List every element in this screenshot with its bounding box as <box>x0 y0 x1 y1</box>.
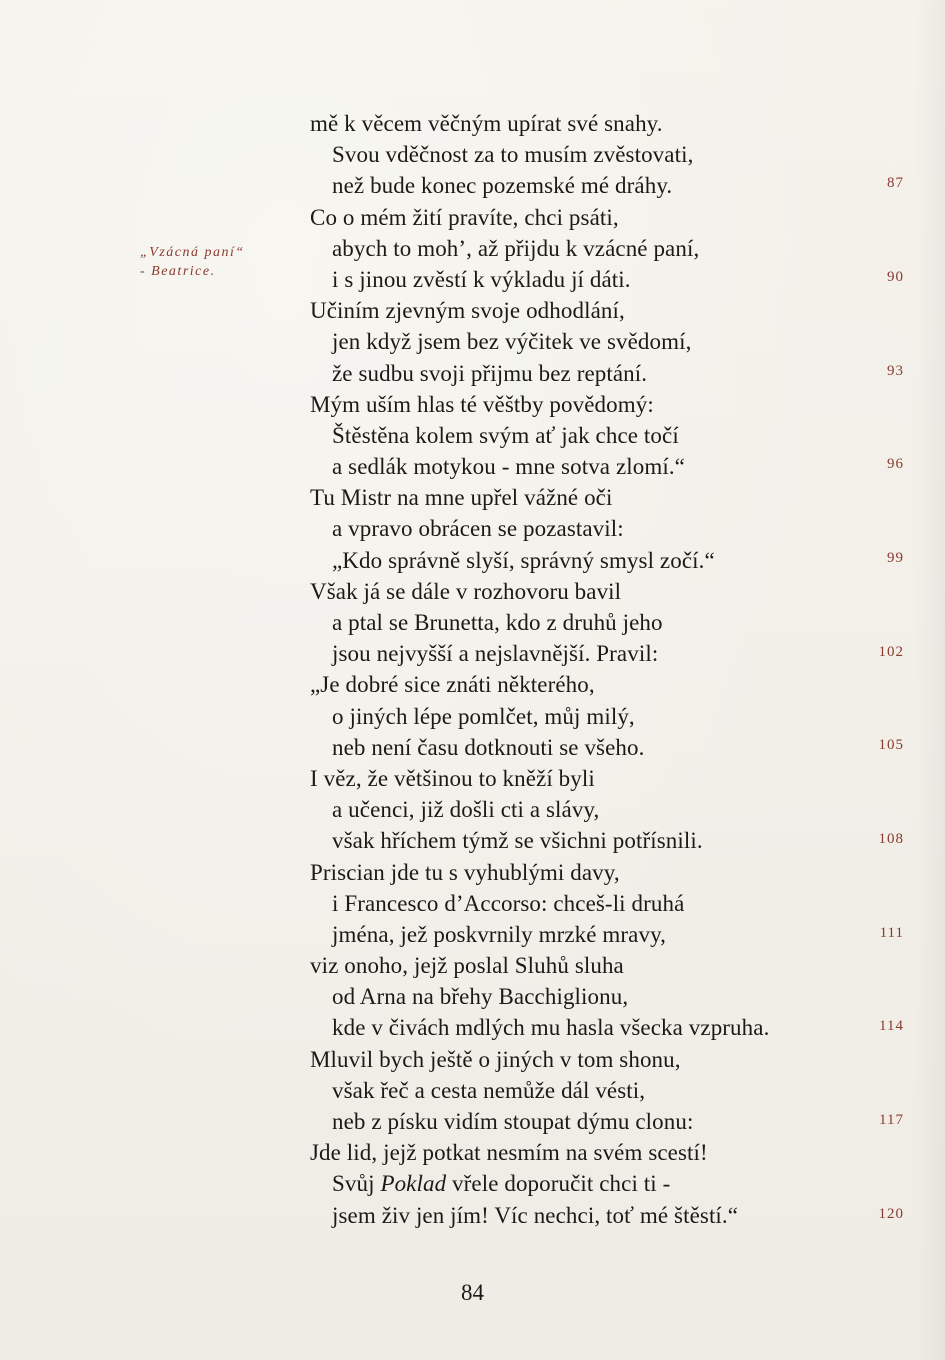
verse-line: Tu Mistr na mne upřel vážné oči <box>310 485 613 511</box>
verse-line: „Kdo správně slyší, správný smysl zočí.“ <box>332 547 715 573</box>
verse-line: od Arna na břehy Bacchiglionu, <box>332 984 629 1010</box>
verse-line: i Francesco d’Accorso: chceš-li druhá <box>332 890 685 916</box>
verse-line: a sedlák motykou - mne sotva zlomí.“ <box>332 454 685 480</box>
verse-line: a ptal se Brunetta, kdo z druhů jeho <box>332 610 663 635</box>
line-number: 108 <box>878 831 904 847</box>
verse-line: Učiním zjevným svoje odhodlání, <box>310 298 625 324</box>
verse-line: však řeč a cesta nemůže dál vésti, <box>332 1077 646 1103</box>
line-number: 120 <box>878 1206 904 1222</box>
line-number: 102 <box>878 644 904 660</box>
verse-line: neb z písku vidím stoupat dýmu clonu: <box>332 1109 694 1134</box>
verse-line: „Je dobré sice znáti některého, <box>310 672 595 698</box>
verse-line: Štěstěna kolem svým ať jak chce točí <box>332 422 679 448</box>
verse-line: mě k věcem věčným upírat své snahy. <box>310 111 663 136</box>
line-number: 87 <box>887 175 904 191</box>
verse-line: I věz, že většinou to kněží byli <box>310 765 595 791</box>
verse-line: a učenci, již došli cti a slávy, <box>332 797 600 823</box>
verse-line-part: vřele doporučit chci ti - <box>446 1171 671 1197</box>
margin-note-line: - Beatrice. <box>140 264 216 279</box>
verse-line: že sudbu svoji přijmu bez reptání. <box>332 360 648 386</box>
verse-line: a vpravo obrácen se pozastavil: <box>332 516 624 542</box>
page-number: 84 <box>461 1280 484 1305</box>
verse-line: Mluvil bych ještě o jiných v tom shonu, <box>310 1046 681 1072</box>
verse-line: jsou nejvyšší a nejslavnější. Pravil: <box>332 641 659 667</box>
line-number: 114 <box>879 1018 904 1034</box>
line-number: 99 <box>887 550 904 566</box>
verse-line: Však já se dále v rozhovoru bavil <box>310 578 622 604</box>
page-edge-shadow <box>915 0 945 1360</box>
verse-line: i s jinou zvěstí k výkladu jí dáti. <box>332 266 631 292</box>
verse-line: Co o mém žití pravíte, chci psáti, <box>310 204 619 230</box>
verse-line: Svou vděčnost za to musím zvěstovati, <box>332 142 694 168</box>
verse-line: viz onoho, jejž poslal Sluhů sluha <box>310 953 624 979</box>
verse-line: jména, jež poskvrnily mrzké mravy, <box>332 921 667 947</box>
verse-line: jsem živ jen jím! Víc nechci, toť mé štěstí.“ <box>332 1202 739 1228</box>
line-number: 93 <box>887 363 904 379</box>
verse-block <box>310 108 850 1231</box>
verse-line: Mým uším hlas té věštby povědomý: <box>310 391 654 417</box>
verse-line: než bude konec pozemské mé dráhy. <box>332 173 673 199</box>
verse-line: Jde lid, jejž potkat nesmím na svém scestí! <box>310 1140 708 1166</box>
line-number: 90 <box>887 269 904 285</box>
verse-line: však hříchem týmž se všichni potřísnili. <box>332 828 703 854</box>
verse-line: kde v čivách mdlých mu hasla všecka vzpruha. <box>332 1015 770 1041</box>
verse-line: Priscian jde tu s vyhublými davy, <box>310 859 620 885</box>
margin-note <box>140 243 290 281</box>
verse-line-title: Poklad <box>380 1171 447 1197</box>
line-number: 96 <box>887 456 904 472</box>
verse-line: jen když jsem bez výčitek ve svědomí, <box>332 329 692 355</box>
verse-line: neb není času dotknouti se všeho. <box>332 734 645 760</box>
line-number: 111 <box>879 925 904 941</box>
margin-note-line: „Vzácná paní“ <box>140 245 245 260</box>
verse-line: o jiných lépe pomlčet, můj milý, <box>332 703 635 729</box>
verse-line <box>310 1168 850 1199</box>
verse-line-part: Svůj <box>332 1171 381 1197</box>
line-number: 105 <box>878 737 904 753</box>
verse-line: abych to moh’, až přijdu k vzácné paní, <box>332 235 700 261</box>
line-number: 117 <box>879 1112 904 1128</box>
